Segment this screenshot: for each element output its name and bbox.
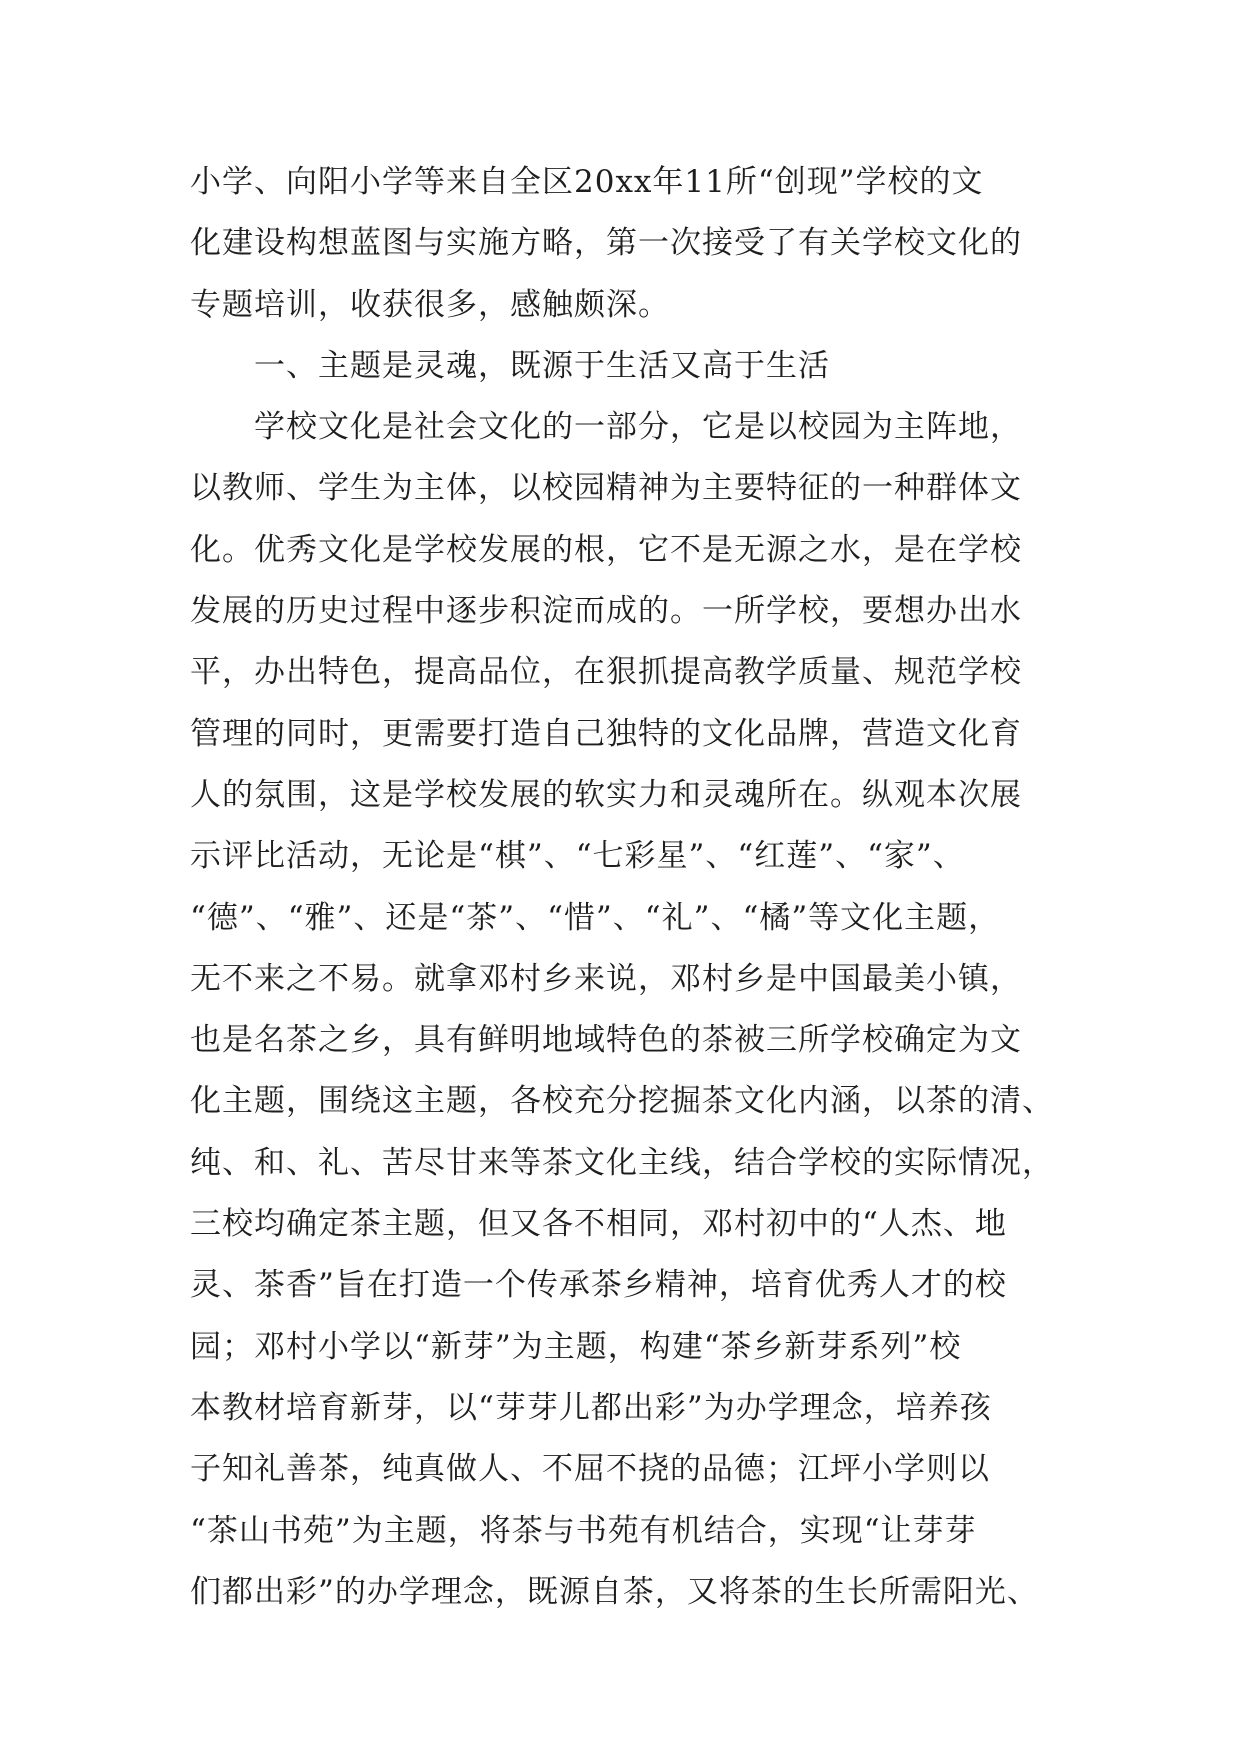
text-line: 本教材培育新芽，以“芽芽儿都出彩”为办学理念，培养孩 bbox=[190, 1389, 992, 1426]
text-line: 化建设构想蓝图与实施方略，第一次接受了有关学校文化的 bbox=[190, 225, 1022, 262]
text-line: 人的氛围，这是学校发展的软实力和灵魂所在。纵观本次展 bbox=[190, 776, 1022, 813]
text-line: 无不来之不易。就拿邓村乡来说，邓村乡是中国最美小镇， bbox=[190, 960, 1022, 997]
text-line: 平，办出特色，提高品位，在狠抓提高教学质量、规范学校 bbox=[190, 654, 1022, 691]
text-line: 三校均确定茶主题，但又各不相同，邓村初中的“人杰、地 bbox=[190, 1206, 1007, 1243]
text-line: “德”、“雅”、还是“茶”、“惜”、“礼”、“橘”等文化主题， bbox=[190, 899, 1001, 936]
text-line: 示评比活动，无论是“棋”、“七彩星”、“红莲”、“家”、 bbox=[190, 838, 965, 875]
text-line: 化主题，围绕这主题，各校充分挖掘茶文化内涵，以茶的清、 bbox=[190, 1083, 1054, 1120]
text-line: 也是名茶之乡，具有鲜明地域特色的茶被三所学校确定为文 bbox=[190, 1022, 1022, 1059]
body-text bbox=[190, 152, 1054, 1623]
text-line: 灵、茶香”旨在打造一个传承茶乡精神，培育优秀人才的校 bbox=[190, 1267, 1007, 1304]
text-line: 们都出彩”的办学理念，既源自茶，又将茶的生长所需阳光、 bbox=[190, 1573, 1039, 1610]
text-line: 发展的历史过程中逐步积淀而成的。一所学校，要想办出水 bbox=[190, 593, 1022, 630]
text-line: 小学、向阳小学等来自全区20xx年11所“创现”学校的文 bbox=[190, 164, 984, 200]
text-line: 专题培训，收获很多，感触颇深。 bbox=[190, 286, 670, 323]
text-line: “茶山书苑”为主题，将茶与书苑有机结合，实现“让芽芽 bbox=[190, 1512, 977, 1549]
text-line: 以教师、学生为主体，以校园精神为主要特征的一种群体文 bbox=[190, 470, 1022, 507]
text-line: 学校文化是社会文化的一部分，它是以校园为主阵地， bbox=[254, 409, 1022, 446]
text-line: 化。优秀文化是学校发展的根，它不是无源之水，是在学校 bbox=[190, 531, 1022, 568]
text-line: 子知礼善茶，纯真做人、不屈不挠的品德；江坪小学则以 bbox=[190, 1451, 990, 1488]
text-line: 园；邓村小学以“新芽”为主题，构建“茶乡新芽系列”校 bbox=[190, 1328, 962, 1365]
text-line: 管理的同时，更需要打造自己独特的文化品牌，营造文化育 bbox=[190, 715, 1022, 752]
text-line: 纯、和、礼、苦尽甘来等茶文化主线，结合学校的实际情况， bbox=[190, 1144, 1054, 1181]
section-heading: 一、主题是灵魂，既源于生活又高于生活 bbox=[254, 347, 830, 384]
